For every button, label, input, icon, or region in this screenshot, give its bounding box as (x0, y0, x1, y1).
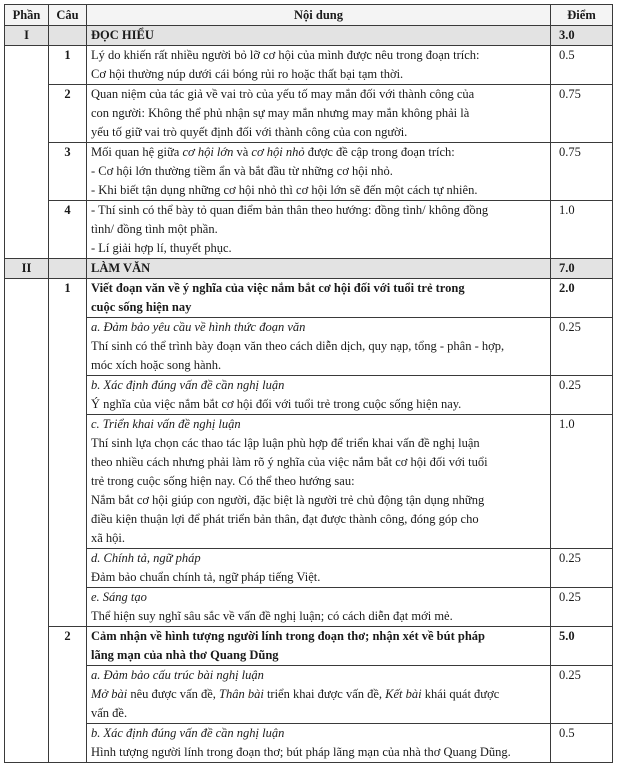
question-number: 2 (49, 85, 87, 143)
question-score: 5.0 (551, 627, 613, 666)
section-row-writing (5, 259, 613, 279)
question-number: 1 (49, 46, 87, 85)
table-row (5, 627, 613, 666)
table-row (5, 46, 613, 85)
section-score: 7.0 (551, 259, 613, 279)
criterion-content: d. Chính tả, ngữ pháp Đảm bảo chuẩn chính tả, ngữ pháp tiếng Việt. (87, 549, 551, 588)
question-heading: Cảm nhận về hình tượng người lính trong đoạn thơ; nhận xét về bút pháp lãng mạn của nhà thơ Quang Dũng (87, 627, 551, 666)
criterion-score: 0.5 (551, 724, 613, 763)
table-row (5, 724, 613, 763)
question-score: 0.75 (551, 85, 613, 143)
question-number: 2 (49, 627, 87, 763)
section-part: I (5, 26, 49, 46)
section-score: 3.0 (551, 26, 613, 46)
answer-key-table (4, 4, 613, 763)
criterion-content: c. Triển khai vấn đề nghị luận Thí sinh lựa chọn các thao tác lập luận phù hợp để triển khai vấn đề nghị luận theo nhiều cách nhưng phải làm rõ ý nghĩa của việc nắm bắt cơ hội đối với tuổi trẻ trong cuộc sống hiện nay. Có thể theo hướng sau: Nắm bắt cơ hội giúp con người, đặc biệt là người trẻ chủ động tận dụng những điều kiện thuận lợi để phát triển bản thân, đạt được thành công, đóng góp cho xã hội. (87, 415, 551, 549)
table-header-row (5, 5, 613, 26)
question-content: Quan niệm của tác giả về vai trò của yếu tố may mắn đối với thành công của con người: Không thể phủ nhận sự may mắn nhưng may mắn không phải là yếu tố giữ vai trò quyết định đối với thành công của con người. (87, 85, 551, 143)
criterion-score: 0.25 (551, 666, 613, 724)
section-title: LÀM VĂN (87, 259, 551, 279)
criterion-content: a. Đảm bảo yêu cầu về hình thức đoạn văn Thí sinh có thể trình bày đoạn văn theo cách diễn dịch, quy nạp, tổng - phân - hợp, móc xích hoặc song hành. (87, 318, 551, 376)
question-score: 2.0 (551, 279, 613, 318)
criterion-score: 1.0 (551, 415, 613, 549)
criterion-score: 0.25 (551, 318, 613, 376)
table-row (5, 143, 613, 201)
question-score: 0.75 (551, 143, 613, 201)
question-number: 3 (49, 143, 87, 201)
criterion-score: 0.25 (551, 376, 613, 415)
table-row (5, 588, 613, 627)
criterion-score: 0.25 (551, 549, 613, 588)
table-row (5, 549, 613, 588)
criterion-content: e. Sáng tạo Thể hiện suy nghĩ sâu sắc về vấn đề nghị luận; có cách diễn đạt mới mẻ. (87, 588, 551, 627)
table-row (5, 666, 613, 724)
header-question: Câu (49, 5, 87, 26)
criterion-score: 0.25 (551, 588, 613, 627)
criterion-content: b. Xác định đúng vấn đề cần nghị luận Hình tượng người lính trong đoạn thơ; bút pháp lãng mạn của nhà thơ Quang Dũng. (87, 724, 551, 763)
table-row (5, 318, 613, 376)
table-row (5, 376, 613, 415)
question-content: Mối quan hệ giữa cơ hội lớn và cơ hội nhỏ được đề cập trong đoạn trích: - Cơ hội lớn thường tiềm ẩn và bắt đầu từ những cơ hội nhỏ. - Khi biết tận dụng những cơ hội nhỏ thì cơ hội lớn sẽ đến một cách tự nhiên. (87, 143, 551, 201)
criterion-content: a. Đảm bảo cấu trúc bài nghị luận Mở bài nêu được vấn đề, Thân bài triển khai được vấn đề, Kết bài khái quát được vấn đề. (87, 666, 551, 724)
table-row (5, 279, 613, 318)
header-part: Phần (5, 5, 49, 26)
question-number: 4 (49, 201, 87, 259)
section-row-reading (5, 26, 613, 46)
question-content: Lý do khiến rất nhiều người bỏ lỡ cơ hội của mình được nêu trong đoạn trích: Cơ hội thường núp dưới cái bóng rủi ro hoặc thất bại tạm thời. (87, 46, 551, 85)
table-row (5, 85, 613, 143)
table-row (5, 415, 613, 549)
table-row (5, 201, 613, 259)
question-content: - Thí sinh có thể bày tỏ quan điểm bản thân theo hướng: đồng tình/ không đồng tình/ đồng tình một phần. - Lí giải hợp lí, thuyết phục. (87, 201, 551, 259)
question-score: 0.5 (551, 46, 613, 85)
header-content: Nội dung (87, 5, 551, 26)
criterion-content: b. Xác định đúng vấn đề cần nghị luận Ý nghĩa của việc nắm bắt cơ hội đối với tuổi trẻ trong cuộc sống hiện nay. (87, 376, 551, 415)
question-score: 1.0 (551, 201, 613, 259)
section-title: ĐỌC HIỂU (87, 26, 551, 46)
question-heading: Viết đoạn văn về ý nghĩa của việc nắm bắt cơ hội đối với tuổi trẻ trong cuộc sống hiện nay (87, 279, 551, 318)
header-score: Điểm (551, 5, 613, 26)
section-part: II (5, 259, 49, 279)
question-number: 1 (49, 279, 87, 627)
